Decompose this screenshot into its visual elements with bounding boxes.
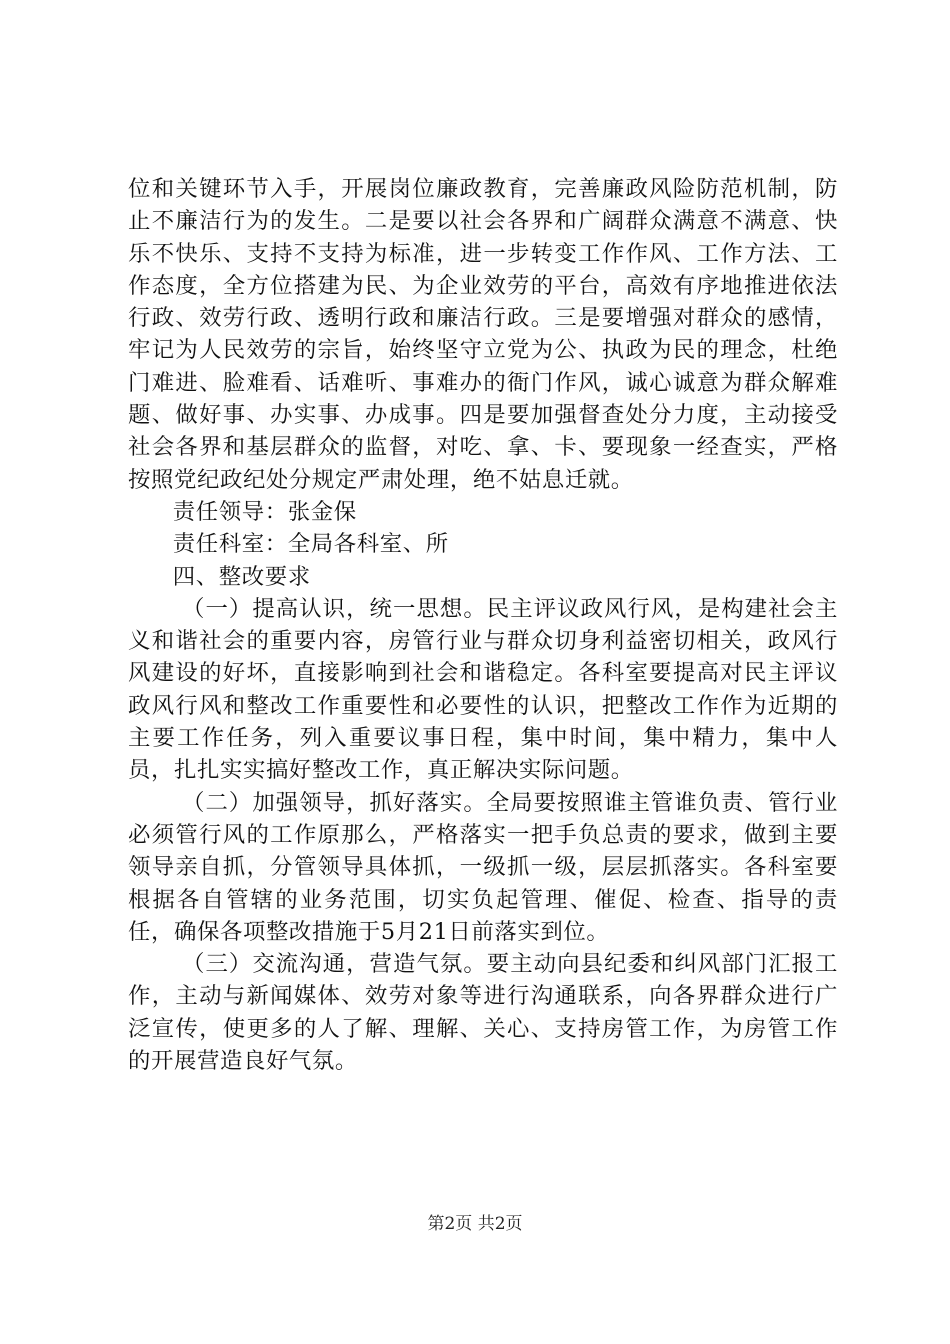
paragraph-requirement-3: （三）交流沟通，营造气氛。要主动向县纪委和纠风部门汇报工作，主动与新闻媒体、效劳对象等进行沟通联系，向各界群众进行广泛宣传，使更多的人了解、理解、关心、支持房管工作，为房管工作的开展营造良好气氛。 <box>128 951 838 1075</box>
document-body <box>128 173 838 1077</box>
paragraph-requirement-2: （二）加强领导，抓好落实。全局要按照谁主管谁负责、管行业必须管行风的工作原那么，严格落实一把手负总责的要求，做到主要领导亲自抓，分管领导具体抓，一级抓一级，层层抓落实。各科室要根据各自管辖的业务范围，切实负起管理、催促、检查、指导的责任，确保各项整改措施于5月21日前落实到位。 <box>128 789 838 945</box>
paragraph-measures-continued: 位和关键环节入手，开展岗位廉政教育，完善廉政风险防范机制，防止不廉洁行为的发生。二是要以社会各界和广阔群众满意不满意、快乐不快乐、支持不支持为标准，进一步转变工作作风、工作方法、工作态度，全方位搭建为民、为企业效劳的平台，高效有序地推进依法行政、效劳行政、透明行政和廉洁行政。三是要增强对群众的感情，牢记为人民效劳的宗旨，始终坚守立党为公、执政为民的理念，杜绝门难进、脸难看、话难听、事难办的衙门作风，诚心诚意为群众解难题、做好事、办实事、办成事。四是要加强督查处分力度，主动接受社会各界和基层群众的监督，对吃、拿、卡、要现象一经查实，严格按照党纪政纪处分规定严肃处理，绝不姑息迁就。 <box>128 176 838 493</box>
responsible-leader: 责任领导：张金保 <box>172 498 357 525</box>
section-heading-rectification-requirements: 四、整改要求 <box>172 563 311 590</box>
page-footer <box>0 1213 950 1235</box>
page-number-label: 第2页 共2页 <box>427 1214 523 1234</box>
responsible-department: 责任科室：全局各科室、所 <box>172 531 449 558</box>
paragraph-requirement-1: （一）提高认识，统一思想。民主评议政风行风，是构建社会主义和谐社会的重要内容，房管行业与群众切身利益密切相关，政风行风建设的好坏，直接影响到社会和谐稳定。各科室要提高对民主评议政风行风和整改工作重要性和必要性的认识，把整改工作作为近期的主要工作任务，列入重要议事日程，集中时间，集中精力，集中人员，扎扎实实搞好整改工作，真正解决实际问题。 <box>128 595 838 784</box>
